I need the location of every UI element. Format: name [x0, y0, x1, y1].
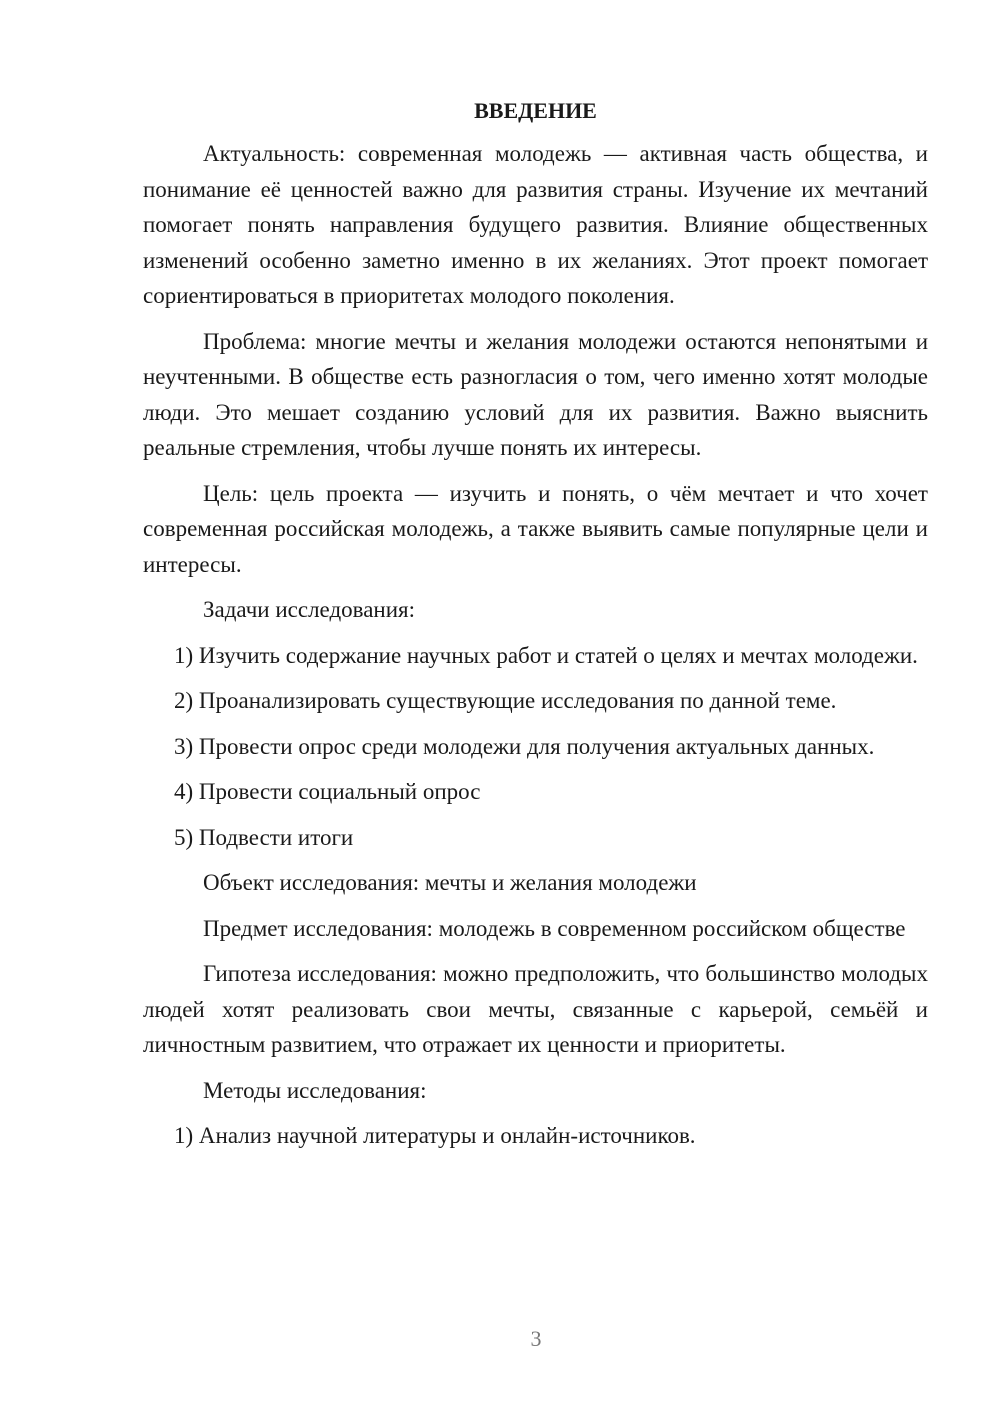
- method-item: 1) Анализ научной литературы и онлайн-источников.: [174, 1123, 696, 1148]
- task-item: 4) Провести социальный опрос: [174, 779, 481, 804]
- problem-paragraph: Проблема: многие мечты и желания молодежи остаются непонятыми и неучтенными. В обществе есть разногласия о том, чего именно хотят молодые люди. Это мешает созданию условий для их развития. Важно выяснить реальные стремления, чтобы лучше понять их интересы.: [143, 328, 928, 460]
- tasks-heading: Задачи исследования:: [203, 597, 416, 622]
- task-item: 2) Проанализировать существующие исследования по данной теме.: [174, 688, 837, 713]
- hypothesis-paragraph: Гипотеза исследования: можно предположить, что большинство молодых людей хотят реализовать свои мечты, связанные с карьерой, семьёй и личностным развитием, что отражает их ценности и приоритеты.: [143, 961, 928, 1057]
- subject-paragraph: Предмет исследования: молодежь в современном российском обществе: [203, 915, 906, 941]
- task-item: 3) Провести опрос среди молодежи для получения актуальных данных.: [174, 733, 875, 759]
- task-item: 1) Изучить содержание научных работ и статей о целях и мечтах молодежи.: [174, 642, 918, 668]
- methods-heading: Методы исследования:: [203, 1077, 427, 1103]
- object-paragraph: Объект исследования: мечты и желания молодежи: [203, 870, 697, 895]
- page-content: [143, 96, 928, 1164]
- page-number: 3: [530, 1326, 542, 1351]
- relevance-paragraph: Актуальность: современная молодежь — активная часть общества, и понимание её ценностей важно для развития страны. Изучение их мечтаний помогает понять направления будущего развития. Влияние общественных изменений особенно заметно именно в их желаниях. Этот проект помогает сориентироваться в приоритетах молодого поколения.: [143, 141, 928, 308]
- task-item: 5) Подвести итоги: [174, 824, 354, 850]
- goal-paragraph: Цель: цель проекта — изучить и понять, о чём мечтает и что хочет современная российская молодежь, а также выявить самые популярные цели и интересы.: [143, 480, 928, 577]
- section-title: ВВЕДЕНИЕ: [474, 98, 597, 123]
